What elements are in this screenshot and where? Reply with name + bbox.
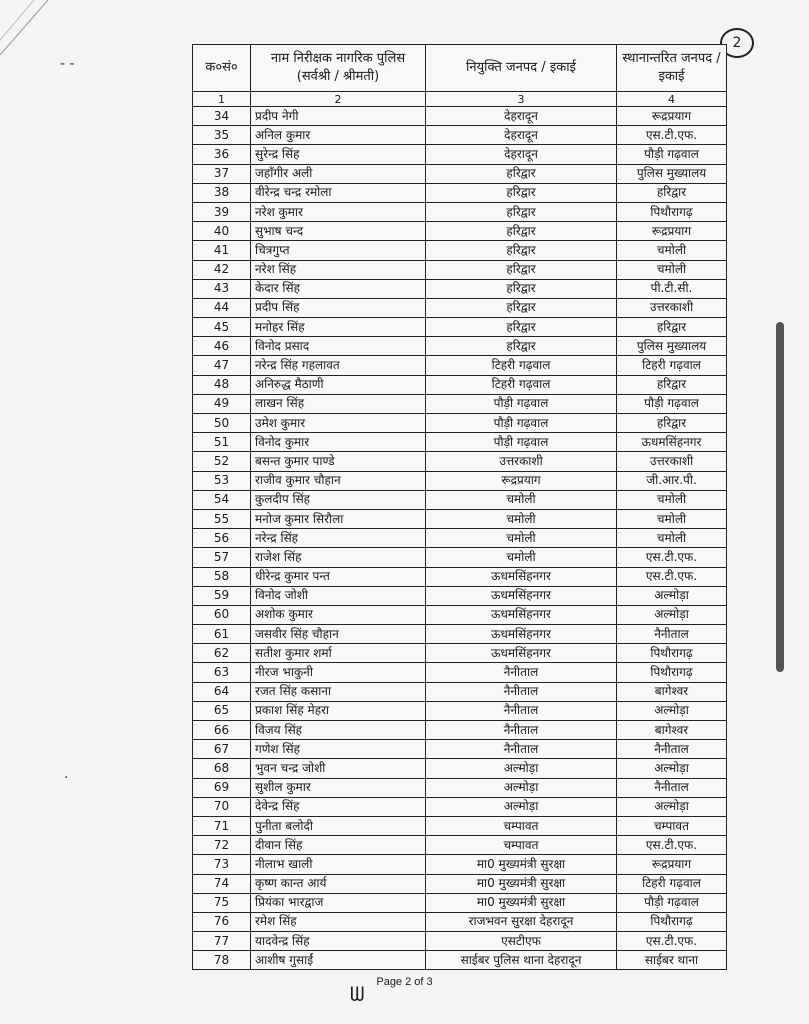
- table-row: [193, 586, 727, 605]
- table-row: [193, 414, 727, 433]
- inspector-name-cell: नरेन्द्र सिंह गहलावत: [251, 356, 426, 375]
- transferred-district-cell: बागेश्वर: [617, 721, 727, 740]
- transferred-district-cell: बागेश्वर: [617, 682, 727, 701]
- transferred-district-cell: अल्मोड़ा: [617, 701, 727, 720]
- posting-district-cell: देहरादून: [426, 107, 617, 126]
- posting-district-cell: मा0 मुख्यमंत्री सुरक्षा: [426, 855, 617, 874]
- inspector-name-cell: प्रकाश सिंह मेहरा: [251, 701, 426, 720]
- serial-number-cell: 75: [193, 893, 251, 912]
- posting-district-cell: टिहरी गढ़वाल: [426, 375, 617, 394]
- posting-district-cell: टिहरी गढ़वाल: [426, 356, 617, 375]
- transferred-district-cell: पिथौरागढ़: [617, 663, 727, 682]
- transferred-district-cell: एस.टी.एफ.: [617, 126, 727, 145]
- table-row: [193, 951, 727, 970]
- posting-district-cell: ऊधमसिंहनगर: [426, 567, 617, 586]
- header-inspector-name: नाम निरीक्षक नागरिक पुलिस (सर्वश्री / श्रीमती): [251, 45, 426, 92]
- inspector-name-cell: मनोहर सिंह: [251, 318, 426, 337]
- inspector-name-cell: रजत सिंह कसाना: [251, 682, 426, 701]
- serial-number-cell: 35: [193, 126, 251, 145]
- serial-number-cell: 52: [193, 452, 251, 471]
- table-row: [193, 183, 727, 202]
- table-row: [193, 126, 727, 145]
- transferred-district-cell: हरिद्वार: [617, 414, 727, 433]
- posting-district-cell: ऊधमसिंहनगर: [426, 625, 617, 644]
- inspector-name-cell: पुनीता बलोदी: [251, 816, 426, 835]
- inspector-name-cell: नीलाभ खाली: [251, 855, 426, 874]
- table-header-row: [193, 45, 727, 92]
- inspector-name-cell: प्रदीप सिंह: [251, 298, 426, 317]
- serial-number-cell: 53: [193, 471, 251, 490]
- inspector-name-cell: राजीव कुमार चौहान: [251, 471, 426, 490]
- table-row: [193, 759, 727, 778]
- posting-district-cell: हरिद्वार: [426, 183, 617, 202]
- table-row: [193, 855, 727, 874]
- posting-district-cell: एसटीएफ: [426, 932, 617, 951]
- table-row: [193, 145, 727, 164]
- transferred-district-cell: चम्पावत: [617, 816, 727, 835]
- posting-district-cell: राजभवन सुरक्षा देहरादून: [426, 912, 617, 931]
- column-number: 3: [426, 92, 617, 107]
- posting-district-cell: नैनीताल: [426, 682, 617, 701]
- posting-district-cell: हरिद्वार: [426, 260, 617, 279]
- transferred-district-cell: साईबर थाना: [617, 951, 727, 970]
- transferred-district-cell: अल्मोड़ा: [617, 605, 727, 624]
- inspector-name-cell: नरेश कुमार: [251, 202, 426, 221]
- table-row: [193, 509, 727, 528]
- signature-mark: ᗯ: [350, 982, 365, 1006]
- inspector-name-cell: कुलदीप सिंह: [251, 490, 426, 509]
- serial-number-cell: 76: [193, 912, 251, 931]
- inspector-name-cell: प्रदीप नेगी: [251, 107, 426, 126]
- posting-district-cell: चमोली: [426, 529, 617, 548]
- transferred-district-cell: टिहरी गढ़वाल: [617, 356, 727, 375]
- posting-district-cell: अल्मोड़ा: [426, 797, 617, 816]
- serial-number-cell: 74: [193, 874, 251, 893]
- table-row: [193, 740, 727, 759]
- table-row: [193, 721, 727, 740]
- serial-number-cell: 36: [193, 145, 251, 164]
- transferred-district-cell: एस.टी.एफ.: [617, 567, 727, 586]
- inspector-name-cell: चित्रगुप्त: [251, 241, 426, 260]
- table-row: [193, 548, 727, 567]
- serial-number-cell: 61: [193, 625, 251, 644]
- inspector-name-cell: अशोक कुमार: [251, 605, 426, 624]
- inspector-name-cell: गणेश सिंह: [251, 740, 426, 759]
- transferred-district-cell: पुलिस मुख्यालय: [617, 164, 727, 183]
- posting-district-cell: नैनीताल: [426, 740, 617, 759]
- inspector-name-cell: राजेश सिंह: [251, 548, 426, 567]
- serial-number-cell: 64: [193, 682, 251, 701]
- table-row: [193, 241, 727, 260]
- table-row: [193, 107, 727, 126]
- table-row: [193, 337, 727, 356]
- table-row: [193, 298, 727, 317]
- inspector-name-cell: नरेन्द्र सिंह: [251, 529, 426, 548]
- serial-number-cell: 65: [193, 701, 251, 720]
- posting-district-cell: नैनीताल: [426, 721, 617, 740]
- serial-number-cell: 38: [193, 183, 251, 202]
- posting-district-cell: हरिद्वार: [426, 202, 617, 221]
- transferred-district-cell: पौड़ी गढ़वाल: [617, 893, 727, 912]
- table-row: [193, 874, 727, 893]
- table-row: [193, 778, 727, 797]
- serial-number-cell: 51: [193, 433, 251, 452]
- serial-number-cell: 71: [193, 816, 251, 835]
- table-row: [193, 452, 727, 471]
- serial-number-cell: 45: [193, 318, 251, 337]
- serial-number-cell: 68: [193, 759, 251, 778]
- table-row: [193, 529, 727, 548]
- header-transferred-district: स्थानान्तरित जनपद / इकाई: [617, 45, 727, 92]
- inspector-name-cell: नीरज भाकुनी: [251, 663, 426, 682]
- serial-number-cell: 49: [193, 394, 251, 413]
- page-footer: Page 2 of 3: [376, 976, 433, 988]
- transferred-district-cell: चमोली: [617, 509, 727, 528]
- posting-district-cell: ऊधमसिंहनगर: [426, 586, 617, 605]
- serial-number-cell: 63: [193, 663, 251, 682]
- table-row: [193, 567, 727, 586]
- serial-number-cell: 44: [193, 298, 251, 317]
- inspector-name-cell: लाखन सिंह: [251, 394, 426, 413]
- serial-number-cell: 66: [193, 721, 251, 740]
- inspector-name-cell: जसवीर सिंह चौहान: [251, 625, 426, 644]
- inspector-name-cell: जहाँगीर अली: [251, 164, 426, 183]
- transferred-district-cell: उत्तरकाशी: [617, 452, 727, 471]
- posting-district-cell: चमोली: [426, 548, 617, 567]
- table-row: [193, 682, 727, 701]
- serial-number-cell: 41: [193, 241, 251, 260]
- transferred-district-cell: अल्मोड़ा: [617, 759, 727, 778]
- serial-number-cell: 57: [193, 548, 251, 567]
- serial-number-cell: 62: [193, 644, 251, 663]
- table-row: [193, 701, 727, 720]
- posting-district-cell: चम्पावत: [426, 816, 617, 835]
- serial-number-cell: 42: [193, 260, 251, 279]
- posting-district-cell: साईबर पुलिस थाना देहरादून: [426, 951, 617, 970]
- posting-district-cell: चमोली: [426, 509, 617, 528]
- posting-district-cell: हरिद्वार: [426, 298, 617, 317]
- transferred-district-cell: पिथौरागढ़: [617, 644, 727, 663]
- handwritten-page-mark: 2: [720, 28, 754, 58]
- posting-district-cell: अल्मोड़ा: [426, 759, 617, 778]
- transferred-district-cell: अल्मोड़ा: [617, 797, 727, 816]
- serial-number-cell: 46: [193, 337, 251, 356]
- serial-number-cell: 77: [193, 932, 251, 951]
- transferred-district-cell: पुलिस मुख्यालय: [617, 337, 727, 356]
- transferred-district-cell: पिथौरागढ़: [617, 202, 727, 221]
- table-row: [193, 816, 727, 835]
- transferred-district-cell: रूद्रप्रयाग: [617, 855, 727, 874]
- header-posting-district: नियुक्ति जनपद / इकाई: [426, 45, 617, 92]
- inspector-name-cell: विजय सिंह: [251, 721, 426, 740]
- table-row: [193, 625, 727, 644]
- table-row: [193, 490, 727, 509]
- inspector-name-cell: बसन्त कुमार पाण्डे: [251, 452, 426, 471]
- serial-number-cell: 48: [193, 375, 251, 394]
- inspector-name-cell: केदार सिंह: [251, 279, 426, 298]
- posting-district-cell: चमोली: [426, 490, 617, 509]
- posting-district-cell: उत्तरकाशी: [426, 452, 617, 471]
- transferred-district-cell: उत्तरकाशी: [617, 298, 727, 317]
- inspector-name-cell: सुरेन्द्र सिंह: [251, 145, 426, 164]
- inspector-name-cell: कृष्ण कान्त आर्य: [251, 874, 426, 893]
- inspector-name-cell: अनिरुद्ध मैठाणी: [251, 375, 426, 394]
- column-number-row: [193, 92, 727, 107]
- inspector-name-cell: सतीश कुमार शर्मा: [251, 644, 426, 663]
- table-row: [193, 663, 727, 682]
- inspector-name-cell: आशीष गुसाईं: [251, 951, 426, 970]
- table-row: [193, 893, 727, 912]
- serial-number-cell: 69: [193, 778, 251, 797]
- header-serial-number: क०सं०: [193, 45, 251, 92]
- serial-number-cell: 56: [193, 529, 251, 548]
- posting-district-cell: रूद्रप्रयाग: [426, 471, 617, 490]
- column-number: 2: [251, 92, 426, 107]
- transferred-district-cell: हरिद्वार: [617, 375, 727, 394]
- table-row: [193, 471, 727, 490]
- inspector-name-cell: सुशील कुमार: [251, 778, 426, 797]
- transferred-district-cell: अल्मोड़ा: [617, 586, 727, 605]
- posting-district-cell: देहरादून: [426, 145, 617, 164]
- table-row: [193, 260, 727, 279]
- vertical-scrollbar[interactable]: [776, 322, 784, 672]
- serial-number-cell: 37: [193, 164, 251, 183]
- posting-district-cell: मा0 मुख्यमंत्री सुरक्षा: [426, 874, 617, 893]
- table-row: [193, 202, 727, 221]
- transferred-district-cell: नैनीताल: [617, 625, 727, 644]
- table-row: [193, 433, 727, 452]
- transferred-district-cell: हरिद्वार: [617, 183, 727, 202]
- inspector-name-cell: वीरेन्द्र चन्द्र रमोला: [251, 183, 426, 202]
- inspector-name-cell: भुवन चन्द्र जोशी: [251, 759, 426, 778]
- table-row: [193, 164, 727, 183]
- serial-number-cell: 47: [193, 356, 251, 375]
- column-number: 1: [193, 92, 251, 107]
- serial-number-cell: 40: [193, 222, 251, 241]
- posting-district-cell: चम्पावत: [426, 836, 617, 855]
- inspector-name-cell: प्रियंका भारद्वाज: [251, 893, 426, 912]
- inspector-name-cell: नरेश सिंह: [251, 260, 426, 279]
- transferred-district-cell: चमोली: [617, 529, 727, 548]
- table-row: [193, 836, 727, 855]
- posting-district-cell: नैनीताल: [426, 663, 617, 682]
- transferred-district-cell: पिथौरागढ़: [617, 912, 727, 931]
- posting-district-cell: अल्मोड़ा: [426, 778, 617, 797]
- posting-district-cell: नैनीताल: [426, 701, 617, 720]
- serial-number-cell: 72: [193, 836, 251, 855]
- serial-number-cell: 39: [193, 202, 251, 221]
- transferred-district-cell: नैनीताल: [617, 778, 727, 797]
- table-row: [193, 394, 727, 413]
- serial-number-cell: 59: [193, 586, 251, 605]
- inspector-name-cell: विनोद कुमार: [251, 433, 426, 452]
- transferred-district-cell: चमोली: [617, 241, 727, 260]
- posting-district-cell: पौड़ी गढ़वाल: [426, 433, 617, 452]
- posting-district-cell: हरिद्वार: [426, 164, 617, 183]
- table-row: [193, 279, 727, 298]
- posting-district-cell: हरिद्वार: [426, 279, 617, 298]
- inspector-name-cell: विनोद जोशी: [251, 586, 426, 605]
- serial-number-cell: 73: [193, 855, 251, 874]
- serial-number-cell: 55: [193, 509, 251, 528]
- posting-district-cell: मा0 मुख्यमंत्री सुरक्षा: [426, 893, 617, 912]
- transferred-district-cell: रूद्रप्रयाग: [617, 222, 727, 241]
- transferred-district-cell: टिहरी गढ़वाल: [617, 874, 727, 893]
- transferred-district-cell: पौड़ी गढ़वाल: [617, 394, 727, 413]
- transferred-district-cell: पौड़ी गढ़वाल: [617, 145, 727, 164]
- posting-district-cell: पौड़ी गढ़वाल: [426, 394, 617, 413]
- inspector-name-cell: सुभाष चन्द: [251, 222, 426, 241]
- transferred-district-cell: चमोली: [617, 490, 727, 509]
- table-row: [193, 356, 727, 375]
- transferred-district-cell: एस.टी.एफ.: [617, 932, 727, 951]
- table-row: [193, 605, 727, 624]
- inspector-name-cell: विनोद प्रसाद: [251, 337, 426, 356]
- serial-number-cell: 70: [193, 797, 251, 816]
- transfer-table: [192, 44, 727, 970]
- transferred-district-cell: चमोली: [617, 260, 727, 279]
- margin-tick-mark: ·: [64, 770, 69, 786]
- inspector-name-cell: रमेश सिंह: [251, 912, 426, 931]
- transferred-district-cell: नैनीताल: [617, 740, 727, 759]
- inspector-name-cell: अनिल कुमार: [251, 126, 426, 145]
- inspector-name-cell: धीरेन्द्र कुमार पन्त: [251, 567, 426, 586]
- posting-district-cell: ऊधमसिंहनगर: [426, 605, 617, 624]
- serial-number-cell: 58: [193, 567, 251, 586]
- table-row: [193, 797, 727, 816]
- posting-district-cell: हरिद्वार: [426, 241, 617, 260]
- inspector-name-cell: यादवेन्द्र सिंह: [251, 932, 426, 951]
- transferred-district-cell: ऊधमसिंहनगर: [617, 433, 727, 452]
- table-row: [193, 375, 727, 394]
- transferred-district-cell: जी.आर.पी.: [617, 471, 727, 490]
- transferred-district-cell: हरिद्वार: [617, 318, 727, 337]
- posting-district-cell: हरिद्वार: [426, 318, 617, 337]
- transferred-district-cell: पी.टी.सी.: [617, 279, 727, 298]
- table-row: [193, 932, 727, 951]
- serial-number-cell: 43: [193, 279, 251, 298]
- transferred-district-cell: एस.टी.एफ.: [617, 548, 727, 567]
- margin-dash-mark: - -: [60, 56, 75, 72]
- serial-number-cell: 67: [193, 740, 251, 759]
- transferred-district-cell: रूद्रप्रयाग: [617, 107, 727, 126]
- inspector-name-cell: मनोज कुमार सिरौला: [251, 509, 426, 528]
- posting-district-cell: ऊधमसिंहनगर: [426, 644, 617, 663]
- table-row: [193, 318, 727, 337]
- posting-district-cell: हरिद्वार: [426, 337, 617, 356]
- posting-district-cell: देहरादून: [426, 126, 617, 145]
- posting-district-cell: हरिद्वार: [426, 222, 617, 241]
- table-row: [193, 222, 727, 241]
- table-row: [193, 644, 727, 663]
- transferred-district-cell: एस.टी.एफ.: [617, 836, 727, 855]
- serial-number-cell: 60: [193, 605, 251, 624]
- column-number: 4: [617, 92, 727, 107]
- page-fold-mark: [0, 0, 60, 60]
- inspector-name-cell: दीवान सिंह: [251, 836, 426, 855]
- serial-number-cell: 78: [193, 951, 251, 970]
- inspector-name-cell: देवेन्द्र सिंह: [251, 797, 426, 816]
- serial-number-cell: 50: [193, 414, 251, 433]
- serial-number-cell: 54: [193, 490, 251, 509]
- serial-number-cell: 34: [193, 107, 251, 126]
- inspector-name-cell: उमेश कुमार: [251, 414, 426, 433]
- table-row: [193, 912, 727, 931]
- posting-district-cell: पौड़ी गढ़वाल: [426, 414, 617, 433]
